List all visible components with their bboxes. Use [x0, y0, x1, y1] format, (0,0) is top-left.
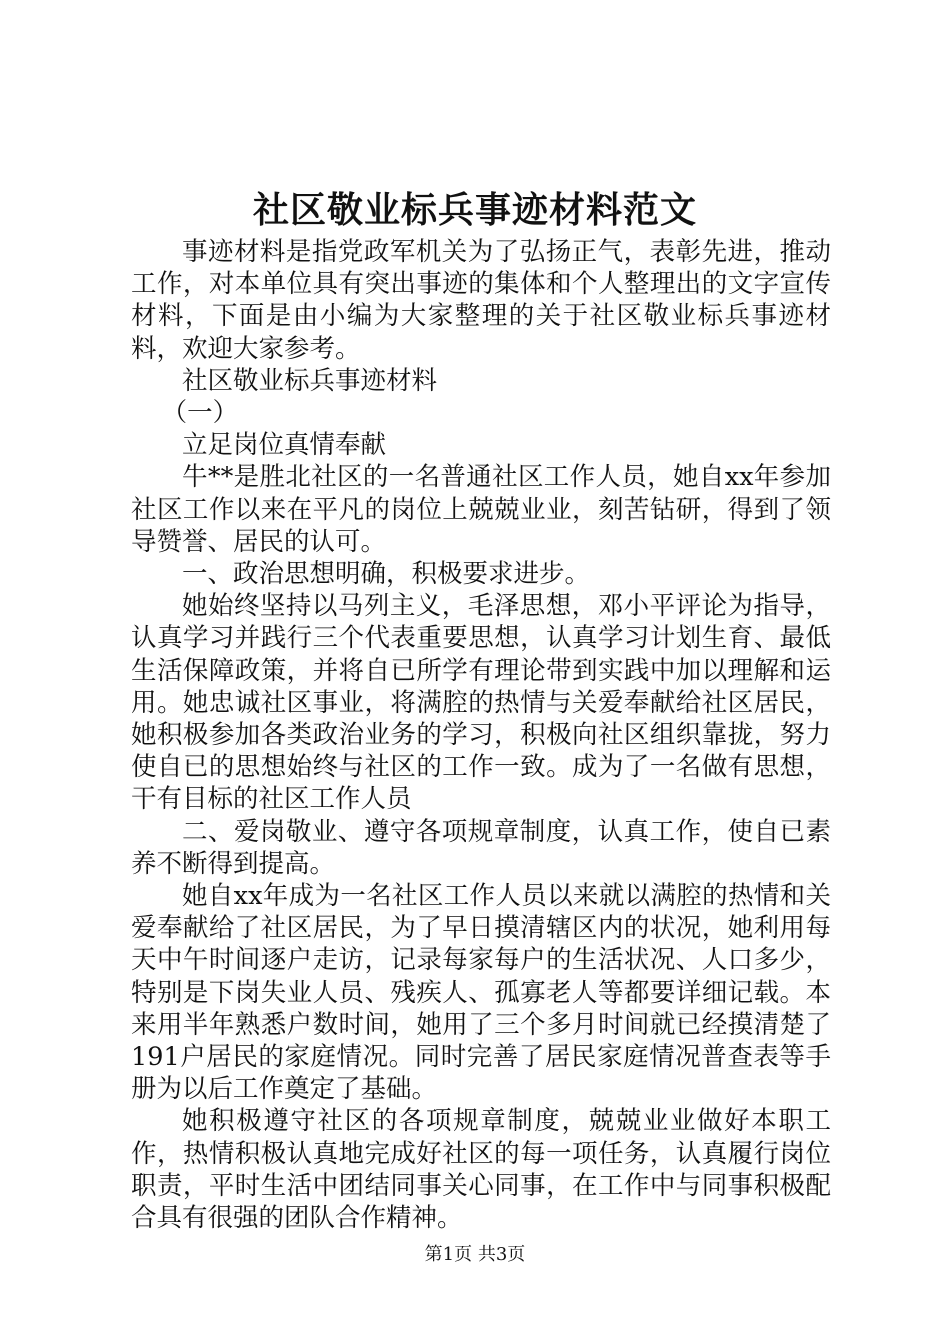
body-paragraph: 她积极遵守社区的各项规章制度，兢兢业业做好本职工作，热情积极认真地完成好社区的每一项任务，认真履行岗位职责，平时生活中团结同事关心同事，在工作中与同事积极配合具有很强的团队合作精神。 [131, 1106, 831, 1234]
body-paragraph: 她自xx年成为一名社区工作人员以来就以满腔的热情和关爱奉献给了社区居民，为了早日摸清辖区内的状况，她利用每天中午时间逐户走访，记录每家每户的生活状况、人口多少，特别是下岗失业人员、残疾人、孤寡老人等都要详细记载。本来用半年熟悉户数时间，她用了三个多月时间就已经摸清楚了191户居民的家庭情况。同时完善了居民家庭情况普查表等手册为以后工作奠定了基础。 [131, 881, 831, 1105]
intro-paragraph: 事迹材料是指党政军机关为了弘扬正气，表彰先进，推动工作，对本单位具有突出事迹的集体和个人整理出的文字宣传材料，下面是由小编为大家整理的关于社区敬业标兵事迹材料，欢迎大家参考。 [131, 237, 831, 364]
body-paragraph: 她始终坚持以马列主义，毛泽思想，邓小平评论为指导，认真学习并践行三个代表重要思想，认真学习计划生育、最低生活保障政策，并将自已所学有理论带到实践中加以理解和运用。她忠诚社区事业，将满腔的热情与关爱奉献给社区居民，她积极参加各类政治业务的学习，积极向社区组织靠拢，努力使自已的思想始终与社区的工作一致。成为了一名做有思想，干有目标的社区工作人员 [131, 591, 831, 815]
subsection-heading: 立足岗位真情奉献 [182, 430, 387, 461]
document-body [131, 236, 831, 1234]
section-number: （一） [161, 398, 239, 429]
page-footer: 第1页 共3页 [424, 1244, 526, 1265]
body-paragraph: 牛**是胜北社区的一名普通社区工作人员，她自xx年参加社区工作以来在平凡的岗位上兢兢业业，刻苦钻研，得到了领导赞誉、居民的认可。 [131, 462, 831, 557]
document-title: 社区敬业标兵事迹材料范文 [252, 189, 697, 231]
point-heading: 二、爱岗敬业、遵守各项规章制度，认真工作，使自已素养不断得到提高。 [131, 816, 831, 879]
section-heading: 社区敬业标兵事迹材料 [182, 365, 438, 396]
point-heading: 一、政治思想明确，积极要求进步。 [182, 559, 591, 590]
